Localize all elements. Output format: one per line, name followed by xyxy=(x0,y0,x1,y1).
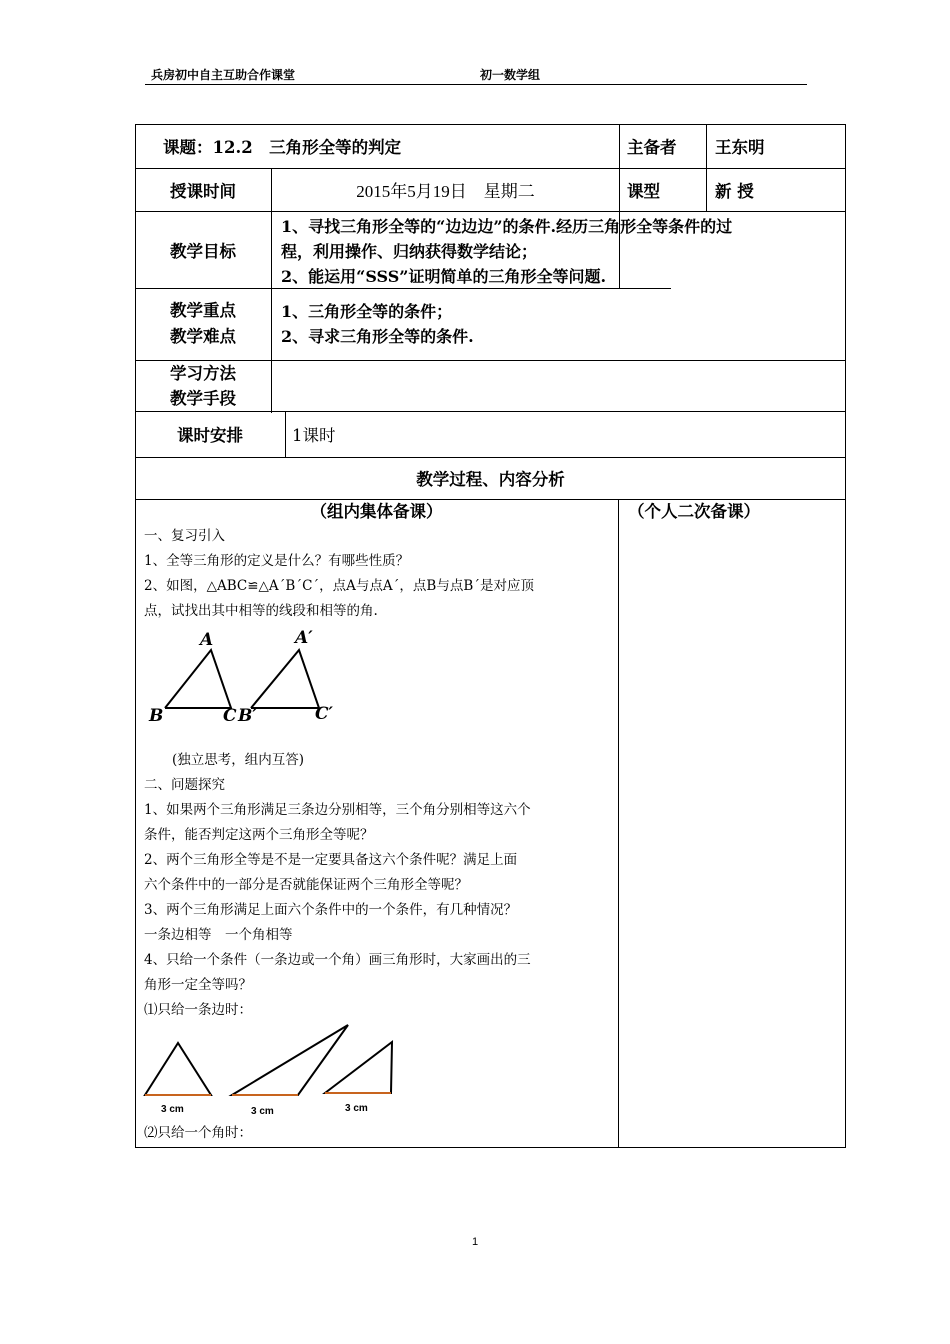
case-1: ⑴只给一条边时： xyxy=(144,1002,252,1018)
label-a: A xyxy=(200,630,214,650)
method-label-line: 教学手段 xyxy=(170,389,236,408)
question-1: 1、全等三角形的定义是什么？有哪些性质？ xyxy=(144,553,410,569)
problem-3: 3、两个三角形满足上面六个条件中的一个条件，有几种情况？ xyxy=(144,902,518,918)
label-b-prime: B′ xyxy=(238,706,257,726)
personal-title: （个人二次备课） xyxy=(628,502,760,521)
key-points xyxy=(281,299,681,349)
question-2-cont: 点，试找出其中相等的线段和相等的角. xyxy=(144,603,378,619)
congruent-triangles-figure xyxy=(143,627,383,727)
problem-4-cont: 角形一定全等吗？ xyxy=(144,977,252,993)
think-note: (独立思考，组内互答) xyxy=(172,752,305,768)
key-label-line: 教学难点 xyxy=(170,327,236,346)
key-line: 2、寻求三角形全等的条件. xyxy=(281,327,474,346)
section-title: 二、问题探究 xyxy=(144,777,225,793)
teaching-goals xyxy=(281,214,841,289)
preparer-label: 主备者 xyxy=(627,138,677,157)
group-name: 初一数学组 xyxy=(480,68,541,82)
side-label: 3 cm xyxy=(161,1104,184,1115)
hours-value: 1课时 xyxy=(292,426,336,445)
method-label xyxy=(135,361,271,411)
problem-1: 1、如果两个三角形满足三条边分别相等，三个角分别相等这六个 xyxy=(144,802,531,818)
side-label: 3 cm xyxy=(251,1106,274,1117)
key-line: 1、三角形全等的条件； xyxy=(281,302,453,321)
section-title: 一、复习引入 xyxy=(144,528,225,544)
key-label-line: 教学重点 xyxy=(170,301,236,320)
label-b: B xyxy=(149,706,164,726)
page-number: 1 xyxy=(471,1236,479,1248)
label-c: C xyxy=(223,706,237,726)
goal-label: 教学目标 xyxy=(170,241,236,261)
group-content xyxy=(144,524,614,624)
time-value: 2015年5月19日 星期二 xyxy=(356,182,535,201)
goal-line: 程，利用操作、归纳获得数学结论； xyxy=(281,242,538,261)
time-label: 授课时间 xyxy=(170,181,236,201)
problem-2-cont: 六个条件中的一部分是否就能保证两个三角形全等呢？ xyxy=(144,877,468,893)
problem-2: 2、两个三角形全等是不是一定要具备这六个条件呢？满足上面 xyxy=(144,852,518,868)
preparer-name: 王东明 xyxy=(715,138,765,157)
type-label: 课型 xyxy=(627,181,660,201)
goal-line: 2、能运用“SSS”证明简单的三角形全等问题. xyxy=(281,267,607,286)
lesson-plan-table xyxy=(135,124,846,1148)
exploration-content xyxy=(144,748,614,1023)
process-title: 教学过程、内容分析 xyxy=(416,470,565,489)
question-2: 2、如图，△ABC≌△A´B´C´，点A与点A´，点B与点B´是对应顶 xyxy=(144,578,535,594)
one-side-triangles-figure xyxy=(140,1022,410,1117)
goal-line: 1、寻找三角形全等的“边边边”的条件.经历三角形全等条件的过 xyxy=(281,217,733,236)
school-name: 兵房初中自主互助合作课堂 xyxy=(151,68,296,82)
method-label-line: 学习方法 xyxy=(170,364,236,383)
group-title: （组内集体备课） xyxy=(310,502,443,521)
hours-label: 课时安排 xyxy=(177,426,243,445)
type-value: 新 授 xyxy=(715,181,754,201)
page-header xyxy=(145,66,807,85)
lesson-topic: 课题：12.2 三角形全等的判定 xyxy=(163,138,402,157)
problem-4: 4、只给一个条件（一条边或一个角）画三角形时，大家画出的三 xyxy=(144,952,531,968)
case-2: ⑵只给一个角时： xyxy=(144,1125,252,1141)
problem-1-cont: 条件，能否判定这两个三角形全等呢？ xyxy=(144,827,374,843)
label-c-prime: C′ xyxy=(315,704,334,724)
label-a-prime: A′ xyxy=(295,628,313,648)
problem-3-cont: 一条边相等 一个角相等 xyxy=(144,927,293,943)
key-label xyxy=(135,298,271,350)
side-label: 3 cm xyxy=(345,1103,368,1114)
